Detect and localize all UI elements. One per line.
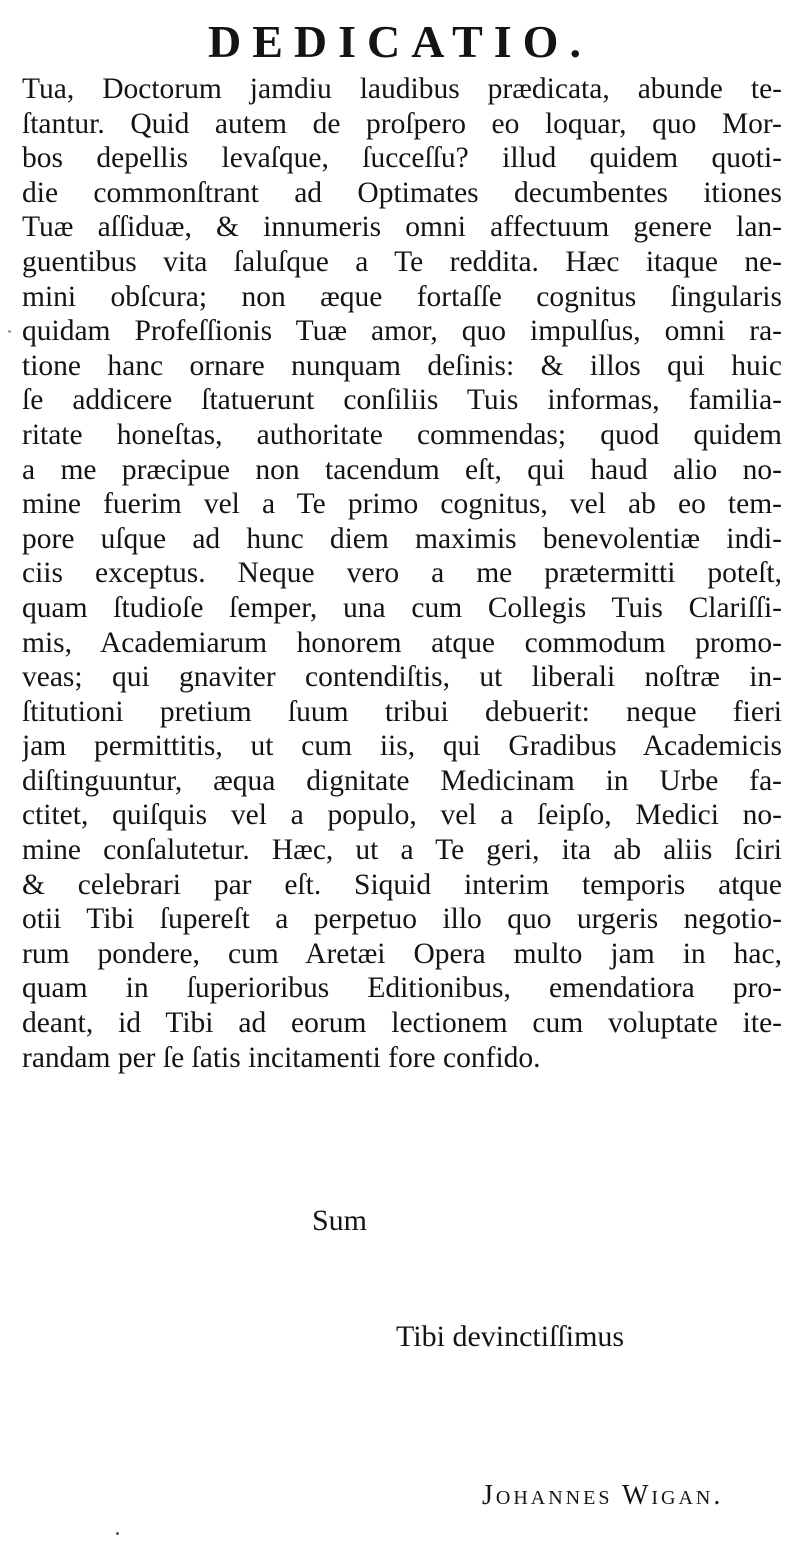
text-line: a me præcipue non tacendum eſt, qui haud alio no- xyxy=(22,453,782,486)
text-line: otii Tibi ſupereſt a perpetuo illo quo urgeris negotio- xyxy=(22,903,782,936)
text-line: deant, id Tibi ad eorum lectionem cum voluptate ite- xyxy=(22,1007,782,1040)
text-line: pore uſque ad hunc diem maximis benevolentiæ indi- xyxy=(22,522,782,555)
ink-speck xyxy=(8,330,11,333)
text-line: ſtantur. Quid autem de proſpero eo loquar, quo Mor- xyxy=(22,107,782,140)
text-line: ſtitutioni pretium ſuum tribui debuerit: neque fieri xyxy=(22,695,782,728)
text-line: mine fuerim vel a Te primo cognitus, vel ab eo tem- xyxy=(22,488,782,521)
text-line: ritate honeſtas, authoritate commendas; quod quidem xyxy=(22,418,782,451)
closing-sum: Sum xyxy=(312,1204,368,1237)
text-line: bos depellis levaſque, ſucceſſu? illud quidem quoti- xyxy=(22,142,782,175)
text-line: mis, Academiarum honorem atque commodum promo- xyxy=(22,626,782,659)
text-line: Tua, Doctorum jamdiu laudibus prædicata, abunde te- xyxy=(22,73,782,105)
text-line: diſtinguuntur, æqua dignitate Medicinam in Urbe fa- xyxy=(22,764,782,797)
text-line: guentibus vita ſaluſque a Te reddita. Hæc itaque ne- xyxy=(22,245,782,278)
ink-speck xyxy=(116,1532,119,1535)
text-line: Tuæ aſſiduæ, & innumeris omni affectuum genere lan- xyxy=(22,211,782,244)
text-line: tione hanc ornare nunquam deſinis: & illos qui huic xyxy=(22,349,782,382)
dedication-body xyxy=(22,72,782,1075)
text-line: ctitet, quiſquis vel a populo, vel a ſeipſo, Medici no- xyxy=(22,799,782,832)
text-line: quam in ſuperioribus Editionibus, emendatiora pro- xyxy=(22,972,782,1005)
text-line: & celebrari par eſt. Siquid interim temporis atque xyxy=(22,868,782,901)
author-signature: Johannes Wigan. xyxy=(482,1480,724,1511)
closing-salutation: Tibi devinctiſſimus xyxy=(396,1320,625,1353)
text-line: mine conſalutetur. Hæc, ut a Te geri, ita ab aliis ſciri xyxy=(22,834,782,867)
text-line: mini obſcura; non æque fortaſſe cognitus ſingularis xyxy=(22,280,782,313)
text-line: die commonſtrant ad Optimates decumbentes itiones xyxy=(22,176,782,209)
text-line: rum pondere, cum Aretæi Opera multo jam in hac, xyxy=(22,937,782,970)
text-line: quam ſtudioſe ſemper, una cum Collegis Tuis Clariſſi- xyxy=(22,591,782,624)
text-line-last: randam per ſe ſatis incitamenti fore confido. xyxy=(22,1041,541,1074)
text-line: jam permittitis, ut cum iis, qui Gradibus Academicis xyxy=(22,730,782,763)
text-line: quidam Profeſſionis Tuæ amor, quo impulſus, omni ra- xyxy=(22,315,782,348)
text-line: veas; qui gnaviter contendiſtis, ut liberali noſtræ in- xyxy=(22,661,782,694)
page-heading: DEDICATIO. xyxy=(208,16,592,67)
text-line: ciis exceptus. Neque vero a me prætermitti poteſt, xyxy=(22,557,782,590)
text-line: ſe addicere ſtatuerunt conſiliis Tuis informas, familia- xyxy=(22,384,782,417)
